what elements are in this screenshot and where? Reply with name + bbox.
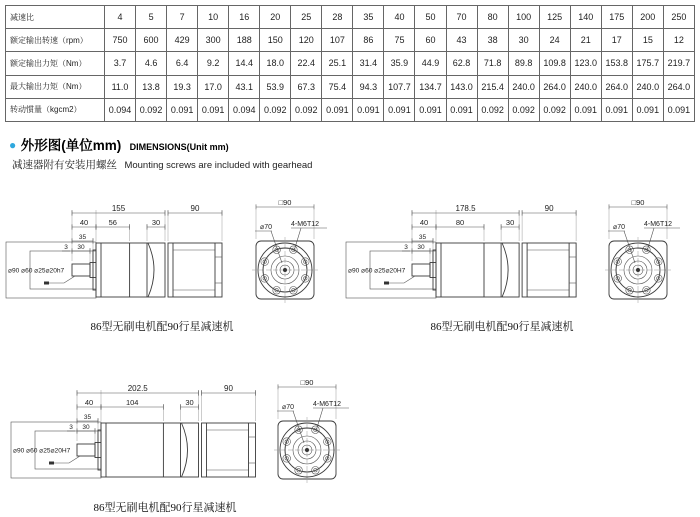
table-cell: 0.091 <box>198 98 229 121</box>
row-label: 最大输出力矩（Nm） <box>6 75 105 98</box>
table-cell: 0.091 <box>167 98 198 121</box>
dimension <box>72 218 96 230</box>
pilot-diameter-label: ⌀70 <box>612 224 625 231</box>
table-cell: 71.8 <box>477 52 508 75</box>
table-cell: 0.091 <box>632 98 663 121</box>
table-cell: 31.4 <box>353 52 384 75</box>
table-cell: 19.3 <box>167 75 198 98</box>
table-cell: 18.0 <box>260 52 291 75</box>
svg-text:40: 40 <box>84 398 94 407</box>
row-label: 减速比 <box>6 6 105 29</box>
dimension <box>72 204 165 216</box>
svg-text:90: 90 <box>544 204 554 213</box>
dimension <box>96 218 130 230</box>
pilot-diameter-label: ⌀70 <box>259 224 272 231</box>
drawing-1 <box>0 185 340 345</box>
table-cell: 175 <box>601 6 632 29</box>
row-label: 转动惯量（kgcm2） <box>6 98 105 121</box>
dimension <box>77 398 101 410</box>
dimension <box>72 244 90 254</box>
table-cell: 21 <box>570 29 601 52</box>
svg-text:35: 35 <box>78 234 87 241</box>
diameter-labels: ⌀90 ⌀60 ⌀25⌀20H7 <box>348 267 406 275</box>
table-cell: 62.8 <box>446 52 477 75</box>
svg-text:30: 30 <box>417 244 425 251</box>
table-cell: 0.092 <box>508 98 539 121</box>
spec-table-body <box>6 6 695 122</box>
table-cell: 300 <box>198 29 229 52</box>
screw-spec-label: 4-M6T12 <box>644 221 673 228</box>
dimension <box>501 218 519 230</box>
table-cell: 80 <box>477 6 508 29</box>
svg-text:□90: □90 <box>631 198 645 207</box>
table-cell: 13.8 <box>136 75 167 98</box>
dimension <box>147 218 165 230</box>
table-cell: 0.091 <box>353 98 384 121</box>
dimension <box>101 398 163 410</box>
table-cell: 0.091 <box>415 98 446 121</box>
table-cell: 5 <box>136 6 167 29</box>
svg-text:40: 40 <box>79 218 89 227</box>
drawing-3 <box>5 365 405 517</box>
svg-text:30: 30 <box>505 218 515 227</box>
section-title-en: DIMENSIONS(Unit mm) <box>129 142 229 152</box>
table-cell: 14.4 <box>229 52 260 75</box>
front-view-drawing <box>257 365 357 505</box>
table-cell: 30 <box>508 29 539 52</box>
table-cell: 75 <box>384 29 415 52</box>
table-cell: 600 <box>136 29 167 52</box>
section-title-zh: 外形图(单位mm) <box>20 138 122 153</box>
svg-text:□90: □90 <box>300 378 314 387</box>
diameter-labels: ⌀90 ⌀60 ⌀25⌀20h7 <box>8 267 65 275</box>
side-view-drawing <box>340 185 590 325</box>
table-cell: 125 <box>539 6 570 29</box>
table-cell: 75.4 <box>322 75 353 98</box>
dimension <box>77 384 199 396</box>
table-cell: 0.094 <box>229 98 260 121</box>
table-cell: 6.4 <box>167 52 198 75</box>
dimension <box>609 198 667 210</box>
table-cell: 28 <box>322 6 353 29</box>
table-cell: 134.7 <box>415 75 446 98</box>
svg-text:56: 56 <box>108 218 117 227</box>
table-cell: 264.0 <box>601 75 632 98</box>
pilot-diameter-label: ⌀70 <box>281 404 294 411</box>
table-cell: 0.091 <box>446 98 477 121</box>
svg-text:30: 30 <box>151 218 161 227</box>
table-cell: 264.0 <box>663 75 694 98</box>
table-cell: 143.0 <box>446 75 477 98</box>
svg-text:178.5: 178.5 <box>455 204 476 213</box>
table-cell: 43.1 <box>229 75 260 98</box>
table-cell: 240.0 <box>570 75 601 98</box>
table-row <box>6 52 695 75</box>
step-dim-label: 3 <box>64 244 68 251</box>
table-cell: 123.0 <box>570 52 601 75</box>
drawing-caption: 86型无刷电机配90行星减速机 <box>93 502 237 514</box>
drawing-caption: 86型无刷电机配90行星减速机 <box>430 321 574 333</box>
table-cell: 153.8 <box>601 52 632 75</box>
table-cell: 12 <box>663 29 694 52</box>
table-cell: 10 <box>198 6 229 29</box>
svg-text:40: 40 <box>419 218 429 227</box>
drawing-2 <box>340 185 700 345</box>
table-cell: 24 <box>539 29 570 52</box>
svg-text:35: 35 <box>83 414 92 421</box>
side-view-drawing <box>0 185 236 325</box>
svg-text:30: 30 <box>82 424 90 431</box>
svg-text:35: 35 <box>418 234 427 241</box>
table-cell: 0.092 <box>136 98 167 121</box>
table-cell: 44.9 <box>415 52 446 75</box>
front-view-drawing <box>588 185 688 325</box>
table-cell: 0.092 <box>291 98 322 121</box>
svg-text:□90: □90 <box>278 198 292 207</box>
row-label: 额定输出力矩（Nm） <box>6 52 105 75</box>
dimension <box>77 424 95 434</box>
table-cell: 0.092 <box>477 98 508 121</box>
dimension <box>278 378 336 390</box>
dimension <box>436 218 484 230</box>
table-cell: 4.6 <box>136 52 167 75</box>
table-cell: 0.091 <box>570 98 601 121</box>
table-cell: 25 <box>291 6 322 29</box>
table-cell: 107.7 <box>384 75 415 98</box>
table-cell: 67.3 <box>291 75 322 98</box>
table-cell: 53.9 <box>260 75 291 98</box>
table-cell: 17 <box>601 29 632 52</box>
table-cell: 0.094 <box>105 98 136 121</box>
table-cell: 35.9 <box>384 52 415 75</box>
table-cell: 240.0 <box>508 75 539 98</box>
screw-spec-label: 4-M6T12 <box>291 221 320 228</box>
front-view-drawing <box>235 185 335 325</box>
svg-text:202.5: 202.5 <box>127 384 148 393</box>
table-cell: 240.0 <box>632 75 663 98</box>
table-cell: 120 <box>291 29 322 52</box>
table-cell: 107 <box>322 29 353 52</box>
table-cell: 109.8 <box>539 52 570 75</box>
spec-table <box>5 5 695 122</box>
table-cell: 429 <box>167 29 198 52</box>
table-cell: 0.092 <box>260 98 291 121</box>
table-cell: 43 <box>446 29 477 52</box>
step-dim-label: 3 <box>404 244 408 251</box>
table-cell: 94.3 <box>353 75 384 98</box>
dimension <box>168 204 222 216</box>
table-cell: 22.4 <box>291 52 322 75</box>
svg-text:30: 30 <box>77 244 85 251</box>
table-row <box>6 98 695 121</box>
table-cell: 200 <box>632 6 663 29</box>
svg-text:104: 104 <box>125 398 139 407</box>
table-cell: 250 <box>663 6 694 29</box>
table-row <box>6 29 695 52</box>
table-cell: 38 <box>477 29 508 52</box>
table-cell: 20 <box>260 6 291 29</box>
table-cell: 140 <box>570 6 601 29</box>
diameter-labels: ⌀90 ⌀60 ⌀25⌀20H7 <box>13 447 71 455</box>
dimension <box>412 218 436 230</box>
dimension <box>522 204 576 216</box>
table-cell: 0.091 <box>384 98 415 121</box>
svg-text:90: 90 <box>224 384 233 393</box>
dimension <box>202 384 256 396</box>
svg-text:90: 90 <box>190 204 200 213</box>
table-row <box>6 6 695 29</box>
table-cell: 16 <box>229 6 260 29</box>
table-cell: 86 <box>353 29 384 52</box>
table-cell: 11.0 <box>105 75 136 98</box>
side-view-drawing <box>5 365 265 505</box>
table-cell: 89.8 <box>508 52 539 75</box>
table-cell: 175.7 <box>632 52 663 75</box>
table-cell: 7 <box>167 6 198 29</box>
table-cell: 0.092 <box>539 98 570 121</box>
row-label: 额定输出转速（rpm） <box>6 29 105 52</box>
table-cell: 0.091 <box>322 98 353 121</box>
table-cell: 35 <box>353 6 384 29</box>
svg-text:80: 80 <box>455 218 465 227</box>
section-subtitle-en: Mounting screws are included with gearhead <box>124 160 313 171</box>
section-subtitle-zh: 减速器附有安装用螺丝 <box>12 159 117 171</box>
step-dim-label: 3 <box>69 424 73 431</box>
table-cell: 15 <box>632 29 663 52</box>
table-cell: 0.091 <box>601 98 632 121</box>
table-cell: 70 <box>446 6 477 29</box>
section-subtitle <box>12 155 312 173</box>
table-cell: 17.0 <box>198 75 229 98</box>
svg-text:155: 155 <box>111 204 126 213</box>
screw-spec-label: 4-M6T12 <box>313 401 342 408</box>
table-cell: 219.7 <box>663 52 694 75</box>
table-cell: 3.7 <box>105 52 136 75</box>
table-cell: 40 <box>384 6 415 29</box>
table-cell: 750 <box>105 29 136 52</box>
table-cell: 50 <box>415 6 446 29</box>
table-cell: 188 <box>229 29 260 52</box>
dimension <box>412 244 430 254</box>
section-heading <box>9 134 229 155</box>
table-cell: 150 <box>260 29 291 52</box>
table-cell: 264.0 <box>539 75 570 98</box>
table-cell: 0.091 <box>663 98 694 121</box>
dimension <box>181 398 199 410</box>
svg-text:30: 30 <box>185 398 194 407</box>
table-cell: 100 <box>508 6 539 29</box>
table-cell: 215.4 <box>477 75 508 98</box>
table-row <box>6 75 695 98</box>
drawing-caption: 86型无刷电机配90行星减速机 <box>90 321 234 333</box>
table-cell: 4 <box>105 6 136 29</box>
dimension <box>256 198 314 210</box>
table-cell: 9.2 <box>198 52 229 75</box>
bullet-icon: ● <box>9 138 17 152</box>
dimension <box>412 204 519 216</box>
table-cell: 60 <box>415 29 446 52</box>
table-cell: 25.1 <box>322 52 353 75</box>
